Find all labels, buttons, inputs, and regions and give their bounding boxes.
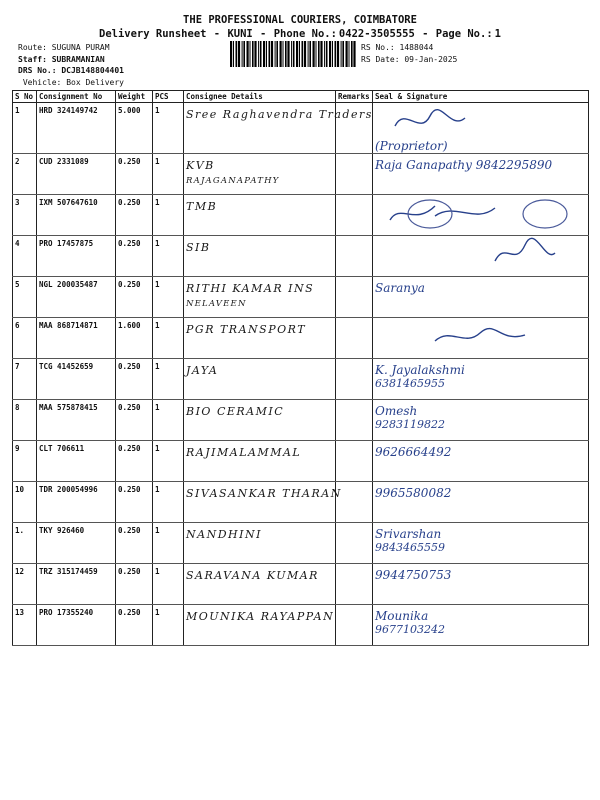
route-value: SUGUNA PURAM [51, 43, 110, 52]
weight-value: 0.250 [116, 277, 153, 318]
consignee-handwriting: SIB [186, 241, 211, 254]
remarks-cell [336, 318, 373, 359]
seal-signature-cell [373, 564, 589, 605]
weight-value: 0.250 [116, 154, 153, 195]
serial-number: 2 [13, 154, 37, 195]
serial-number: 7 [13, 359, 37, 400]
vehicle-value: Box Delivery [66, 77, 124, 87]
signature-handwriting-line2: 9283119822 [375, 418, 445, 431]
consignment-number: PRO 17457875 [37, 236, 116, 277]
phone-number: 0422-3505555 [338, 28, 415, 40]
weight-value: 0.250 [116, 359, 153, 400]
pieces-count: 1 [153, 195, 184, 236]
remarks-cell [336, 195, 373, 236]
table-row [13, 605, 589, 646]
consignee-details [184, 564, 336, 605]
column-header: Consignee Details [184, 91, 336, 103]
seal-signature-cell [373, 154, 589, 195]
consignee-handwriting-line2: NELAVEEN [186, 299, 247, 309]
serial-number: 3 [13, 195, 37, 236]
table-row [13, 277, 589, 318]
remarks-cell [336, 359, 373, 400]
seal-stamp-icon [523, 200, 567, 228]
serial-number: 1 [13, 103, 37, 154]
signature-handwriting: Srivarshan [375, 527, 442, 541]
pieces-count: 1 [153, 605, 184, 646]
consignment-number: CUD 2331089 [37, 154, 116, 195]
serial-number: 9 [13, 441, 37, 482]
weight-value: 0.250 [116, 236, 153, 277]
page-number: 1 [494, 28, 501, 40]
seal-signature-cell [373, 103, 589, 154]
consignee-handwriting: MOUNIKA RAYAPPAN [186, 610, 335, 623]
weight-value: 1.600 [116, 318, 153, 359]
signature-handwriting: Saranya [375, 281, 425, 295]
consignment-number: MAA 868714871 [37, 318, 116, 359]
remarks-cell [336, 441, 373, 482]
consignee-handwriting: TMB [186, 200, 218, 213]
consignee-details [184, 236, 336, 277]
consignment-number: MAA 575878415 [37, 400, 116, 441]
runsheet-meta-left [18, 42, 124, 88]
consignment-number: TDR 200054996 [37, 482, 116, 523]
consignee-handwriting: Sree Raghavendra Traders [186, 108, 373, 121]
consignee-handwriting: BIO CERAMIC [186, 405, 285, 418]
signature-handwriting: 9944750753 [375, 568, 452, 582]
runsheet-label: Delivery Runsheet [99, 28, 207, 40]
pieces-count: 1 [153, 103, 184, 154]
weight-value: 0.250 [116, 523, 153, 564]
weight-value: 0.250 [116, 605, 153, 646]
signature-handwriting: 9965580082 [375, 486, 452, 500]
column-header: Weight [116, 91, 153, 103]
seal-signature-cell [373, 482, 589, 523]
consignee-details [184, 400, 336, 441]
signature-handwriting-line2: 9677103242 [375, 623, 445, 636]
seal-signature-cell [373, 236, 589, 277]
seal-signature-cell [373, 523, 589, 564]
table-row [13, 103, 589, 154]
consignee-handwriting-line2: RAJAGANAPATHY [186, 176, 280, 186]
seal-signature-cell [373, 195, 589, 236]
column-header: Seal & Signature [373, 91, 589, 103]
serial-number: 5 [13, 277, 37, 318]
consignee-details [184, 277, 336, 318]
pieces-count: 1 [153, 359, 184, 400]
consignee-handwriting: RITHI KAMAR INS [186, 282, 315, 295]
branch-code: KUNI [227, 28, 253, 40]
consignment-number: TKY 926460 [37, 523, 116, 564]
column-header: S No [13, 91, 37, 103]
rs-no-value: 1488044 [399, 43, 434, 52]
serial-number: 8 [13, 400, 37, 441]
signature-handwriting-line2: 9843465559 [375, 541, 445, 554]
staff-line: Staff: SUBRAMANIAN [18, 54, 105, 64]
consignee-details [184, 605, 336, 646]
signature-handwriting-line2: 6381465955 [375, 377, 445, 390]
consignment-number: NGL 200035487 [37, 277, 116, 318]
signature-handwriting: K. Jayalakshmi [375, 363, 465, 377]
consignee-details [184, 482, 342, 523]
table-row [13, 441, 589, 482]
consignee-details [184, 154, 336, 195]
route-line: Route: SUGUNA PURAM [18, 43, 110, 52]
consignee-handwriting: PGR TRANSPORT [186, 323, 307, 336]
consignment-number: IXM 507647610 [37, 195, 116, 236]
table-row [13, 154, 589, 195]
pieces-count: 1 [153, 523, 184, 564]
signature-scribble-icon [375, 239, 575, 271]
serial-number: 12 [13, 564, 37, 605]
table-row [13, 359, 589, 400]
remarks-cell [336, 400, 373, 441]
consignee-handwriting: SARAVANA KUMAR [186, 569, 319, 582]
remarks-cell [336, 236, 373, 277]
seal-signature-cell [373, 441, 589, 482]
page-label: Page No.: [435, 28, 493, 40]
rs-date-line: RS Date: 09-Jan-2025 [361, 54, 458, 64]
pieces-count: 1 [153, 154, 184, 195]
seal-signature-cell [373, 359, 589, 400]
remarks-cell [336, 154, 373, 195]
remarks-cell [336, 523, 373, 564]
runsheet-meta-right [361, 42, 457, 65]
consignee-details [184, 359, 336, 400]
table-row [13, 236, 589, 277]
phone-label: Phone No.: [273, 28, 337, 40]
weight-value: 0.250 [116, 400, 153, 441]
remarks-cell [336, 605, 373, 646]
document-title: THE PROFESSIONAL COURIERS, COIMBATORE [183, 14, 417, 26]
table-row [13, 523, 589, 564]
signature-handwriting: Omesh [375, 404, 418, 418]
seal-signature-cell [373, 277, 589, 318]
staff-value: SUBRAMANIAN [51, 54, 105, 64]
weight-value: 0.250 [116, 195, 153, 236]
consignment-number: TRZ 315174459 [37, 564, 116, 605]
signature-scribble-icon [375, 106, 575, 138]
table-row [13, 482, 589, 523]
consignee-handwriting: JAYA [186, 364, 219, 377]
table-row [13, 318, 589, 359]
signature-scribble-icon [375, 321, 575, 353]
consignee-details [184, 523, 336, 564]
pieces-count: 1 [153, 236, 184, 277]
serial-number: 4 [13, 236, 37, 277]
pieces-count: 1 [153, 400, 184, 441]
pieces-count: 1 [153, 318, 184, 359]
column-header: Consignment No [37, 91, 116, 103]
signature-handwriting: (Proprietor) [375, 139, 448, 153]
rs-no-line: RS No.: 1488044 [361, 43, 434, 52]
consignee-handwriting: SIVASANKAR THARAN [186, 487, 342, 500]
seal-signature-cell [373, 318, 589, 359]
drs-value: DCJB148804401 [61, 66, 124, 75]
consignment-number: TCG 41452659 [37, 359, 116, 400]
consignee-details [184, 195, 336, 236]
signature-handwriting: Mounika [375, 609, 429, 623]
column-header: PCS [153, 91, 184, 103]
table-row [13, 564, 589, 605]
pieces-count: 1 [153, 441, 184, 482]
vehicle-line: Vehicle: Box Delivery [22, 77, 124, 87]
consignment-number: PRO 17355240 [37, 605, 116, 646]
consignee-handwriting: KVB [186, 159, 215, 172]
remarks-cell [336, 277, 373, 318]
signature-handwriting: Raja Ganapathy 9842295890 [375, 158, 553, 172]
drs-line: DRS No.: DCJB148804401 [18, 66, 124, 75]
seal-signature-cell [373, 605, 589, 646]
serial-number: 13 [13, 605, 37, 646]
signature-scribble-icon [375, 198, 575, 230]
weight-value: 5.000 [116, 103, 153, 154]
weight-value: 0.250 [116, 482, 153, 523]
rs-date-value: 09-Jan-2025 [404, 54, 458, 64]
seal-signature-cell [373, 400, 589, 441]
table-row [13, 195, 589, 236]
column-header: Remarks [336, 91, 373, 103]
pieces-count: 1 [153, 564, 184, 605]
table-row [13, 400, 589, 441]
consignment-number: HRD 324149742 [37, 103, 116, 154]
delivery-table [12, 90, 589, 646]
pieces-count: 1 [153, 277, 184, 318]
consignee-details [184, 103, 373, 154]
runsheet-subtitle: Delivery Runsheet - KUNI - Phone No.: 0422-3505555 - Page No.: 1 [99, 28, 501, 40]
consignee-handwriting: NANDHINI [186, 528, 262, 541]
table-header-row [13, 91, 589, 103]
weight-value: 0.250 [116, 564, 153, 605]
pieces-count: 1 [153, 482, 184, 523]
remarks-cell [336, 564, 373, 605]
consignee-details [184, 441, 336, 482]
serial-number: 6 [13, 318, 37, 359]
consignee-details [184, 318, 336, 359]
weight-value: 0.250 [116, 441, 153, 482]
consignee-handwriting: RAJIMALAMMAL [186, 446, 302, 459]
signature-handwriting: 9626664492 [375, 445, 452, 459]
consignment-number: CLT 706611 [37, 441, 116, 482]
barcode-image [229, 41, 356, 67]
serial-number: 1. [13, 523, 37, 564]
serial-number: 10 [13, 482, 37, 523]
